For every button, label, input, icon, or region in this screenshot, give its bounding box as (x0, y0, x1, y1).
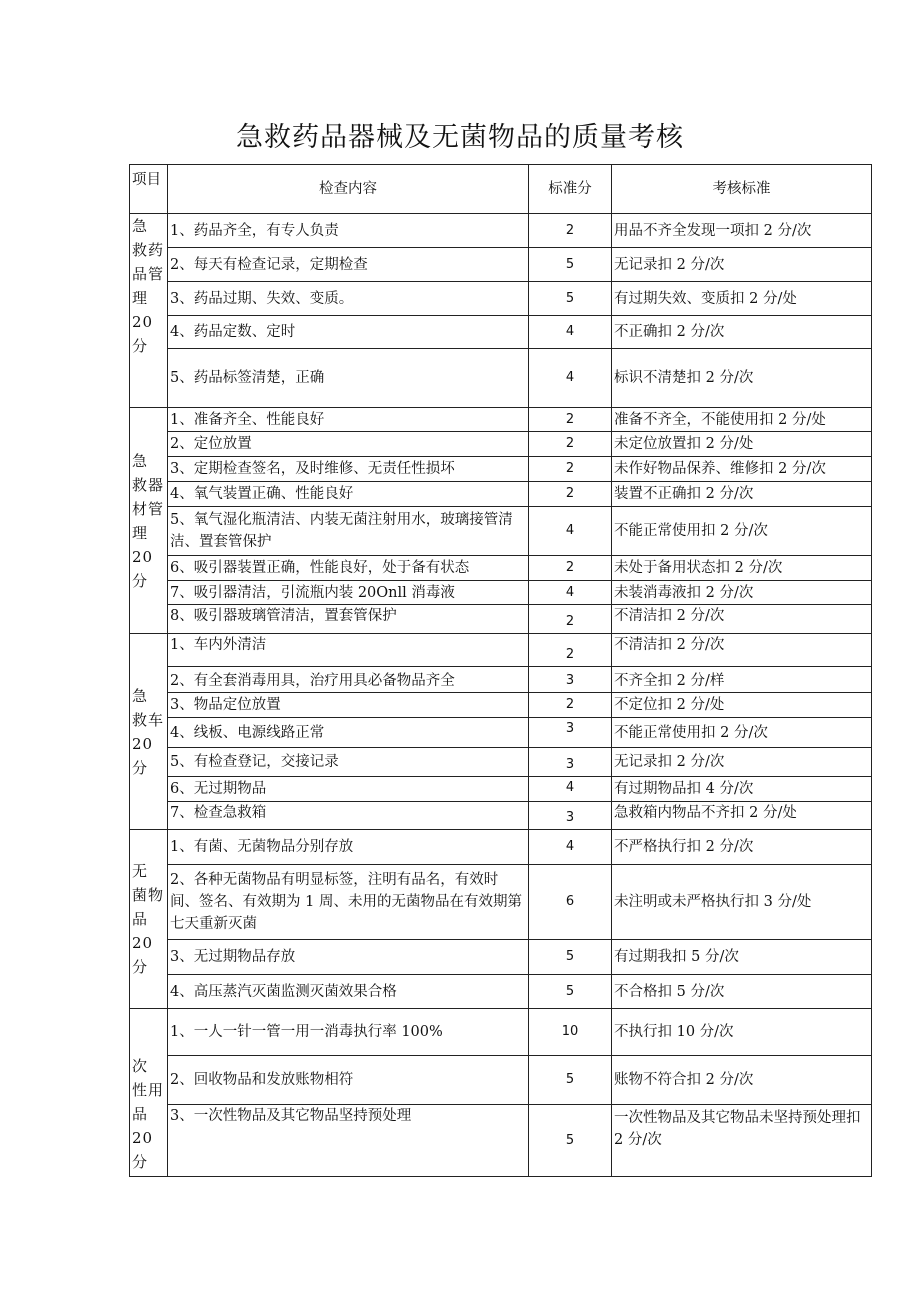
row-score: 2 (529, 482, 612, 507)
table-row (130, 581, 872, 605)
row-content: 2、各种无菌物品有明显标签，注明有品名，有效时间、签名、有效期为 1 周、未用的无菌物品在有效期第七天重新灭菌 (168, 865, 529, 940)
row-criteria: 无记录扣 2 分/次 (612, 748, 872, 777)
row-content: 4、线板、电源线路正常 (168, 718, 529, 748)
row-criteria: 有过期我扣 5 分/次 (612, 940, 872, 975)
table-row (130, 802, 872, 830)
row-score: 5 (529, 282, 612, 316)
row-criteria: 准备不齐全，不能使用扣 2 分/处 (612, 408, 872, 432)
row-score: 5 (529, 248, 612, 282)
section-category: 无 菌物品20 分 (130, 830, 168, 1009)
row-score: 2 (529, 214, 612, 248)
table-row (130, 482, 872, 507)
table-row (130, 940, 872, 975)
row-criteria: 急救箱内物品不齐扣 2 分/处 (612, 802, 872, 830)
row-content: 2、回收物品和发放账物相符 (168, 1056, 529, 1105)
row-content: 7、检查急救箱 (168, 802, 529, 830)
row-score: 3 (529, 748, 612, 777)
row-score: 3 (529, 802, 612, 830)
table-row (130, 214, 872, 248)
row-criteria: 有过期物品扣 4 分/次 (612, 777, 872, 802)
assessment-table (129, 164, 872, 1177)
row-score: 2 (529, 605, 612, 634)
row-criteria: 不齐全扣 2 分/样 (612, 667, 872, 693)
row-content: 3、定期检查签名，及时维修、无责任性损坏 (168, 457, 529, 482)
row-criteria: 未处于备用状态扣 2 分/次 (612, 556, 872, 581)
table-row (130, 349, 872, 408)
row-score: 5 (529, 940, 612, 975)
section-category: 急 救器 材管理20 分 (130, 408, 168, 634)
row-content: 2、每天有检查记录，定期检查 (168, 248, 529, 282)
row-content: 6、吸引器装置正确，性能良好，处于备有状态 (168, 556, 529, 581)
row-content: 2、定位放置 (168, 432, 529, 457)
row-score: 4 (529, 777, 612, 802)
table-row (130, 507, 872, 556)
row-content: 1、准备齐全、性能良好 (168, 408, 529, 432)
table-row (130, 634, 872, 667)
row-content: 7、吸引器清洁，引流瓶内装 20Onll 消毒液 (168, 581, 529, 605)
row-criteria: 不正确扣 2 分/次 (612, 316, 872, 349)
table-row (130, 975, 872, 1009)
row-score: 4 (529, 349, 612, 408)
row-criteria: 有过期失效、变质扣 2 分/处 (612, 282, 872, 316)
row-score: 4 (529, 581, 612, 605)
row-criteria: 不合格扣 5 分/次 (612, 975, 872, 1009)
row-content: 1、药品齐全，有专人负责 (168, 214, 529, 248)
table-row (130, 282, 872, 316)
row-criteria: 不执行扣 10 分/次 (612, 1009, 872, 1056)
row-score: 4 (529, 830, 612, 865)
header-score: 标准分 (529, 165, 612, 214)
row-score: 3 (529, 667, 612, 693)
table-row (130, 693, 872, 718)
header-content: 检查内容 (168, 165, 529, 214)
row-criteria: 标识不清楚扣 2 分/次 (612, 349, 872, 408)
table-row (130, 1105, 872, 1177)
row-content: 4、高压蒸汽灭菌监测灭菌效果合格 (168, 975, 529, 1009)
table-row (130, 457, 872, 482)
row-criteria: 装置不正确扣 2 分/次 (612, 482, 872, 507)
row-content: 6、无过期物品 (168, 777, 529, 802)
table-row (130, 830, 872, 865)
row-content: 3、一次性物品及其它物品坚持预处理 (168, 1105, 529, 1177)
row-score: 2 (529, 408, 612, 432)
row-score: 6 (529, 865, 612, 940)
row-criteria: 无记录扣 2 分/次 (612, 248, 872, 282)
table-row (130, 1056, 872, 1105)
row-score: 5 (529, 1056, 612, 1105)
row-content: 2、有全套消毒用具，治疗用具必备物品齐全 (168, 667, 529, 693)
row-criteria: 不清洁扣 2 分/次 (612, 634, 872, 667)
table-row (130, 556, 872, 581)
section-category: 急 救车 20分 (130, 634, 168, 830)
row-criteria: 未注明或未严格执行扣 3 分/处 (612, 865, 872, 940)
row-content: 1、一人一针一管一用一消毒执行率 100% (168, 1009, 529, 1056)
row-criteria: 不能正常使用扣 2 分/次 (612, 507, 872, 556)
row-content: 8、吸引器玻璃管清洁，置套管保护 (168, 605, 529, 634)
table-row (130, 1009, 872, 1056)
row-score: 2 (529, 556, 612, 581)
header-item: 项目 (130, 165, 168, 214)
table-row (130, 777, 872, 802)
table-row (130, 605, 872, 634)
row-content: 4、药品定数、定时 (168, 316, 529, 349)
row-criteria: 一次性物品及其它物品未坚持预处理扣 2 分/次 (612, 1105, 872, 1177)
row-criteria: 用品不齐全发现一项扣 2 分/次 (612, 214, 872, 248)
row-score: 5 (529, 975, 612, 1009)
row-score: 3 (529, 718, 612, 748)
row-content: 1、有菌、无菌物品分别存放 (168, 830, 529, 865)
row-criteria: 不严格执行扣 2 分/次 (612, 830, 872, 865)
row-criteria: 不定位扣 2 分/处 (612, 693, 872, 718)
row-score: 2 (529, 432, 612, 457)
row-content: 3、无过期物品存放 (168, 940, 529, 975)
section-category: 次 性用品20 分 (130, 1009, 168, 1177)
table-header-row (130, 165, 872, 214)
row-criteria: 未装消毒液扣 2 分/次 (612, 581, 872, 605)
row-score: 5 (529, 1105, 612, 1177)
row-score: 2 (529, 634, 612, 667)
row-content: 5、氧气湿化瓶清洁、内装无菌注射用水，玻璃接管清洁、置套管保护 (168, 507, 529, 556)
header-criteria: 考核标准 (612, 165, 872, 214)
row-criteria: 不能正常使用扣 2 分/次 (612, 718, 872, 748)
row-criteria: 不清洁扣 2 分/次 (612, 605, 872, 634)
table-row (130, 667, 872, 693)
table-row (130, 748, 872, 777)
row-content: 3、物品定位放置 (168, 693, 529, 718)
row-criteria: 账物不符合扣 2 分/次 (612, 1056, 872, 1105)
table-row (130, 865, 872, 940)
table-row (130, 248, 872, 282)
row-score: 10 (529, 1009, 612, 1056)
row-score: 4 (529, 316, 612, 349)
table-row (130, 432, 872, 457)
row-content: 1、车内外清洁 (168, 634, 529, 667)
row-score: 2 (529, 693, 612, 718)
section-category: 急 救药 品管理20 分 (130, 214, 168, 408)
row-criteria: 未定位放置扣 2 分/处 (612, 432, 872, 457)
row-score: 4 (529, 507, 612, 556)
row-content: 5、有检查登记，交接记录 (168, 748, 529, 777)
page-title: 急救药品器械及无菌物品的质量考核 (236, 122, 684, 153)
row-content: 5、药品标签清楚，正确 (168, 349, 529, 408)
row-criteria: 未作好物品保养、维修扣 2 分/次 (612, 457, 872, 482)
row-content: 3、药品过期、失效、变质。 (168, 282, 529, 316)
table-row (130, 316, 872, 349)
row-score: 2 (529, 457, 612, 482)
row-content: 4、氧气装置正确、性能良好 (168, 482, 529, 507)
table-row (130, 408, 872, 432)
table-row (130, 718, 872, 748)
